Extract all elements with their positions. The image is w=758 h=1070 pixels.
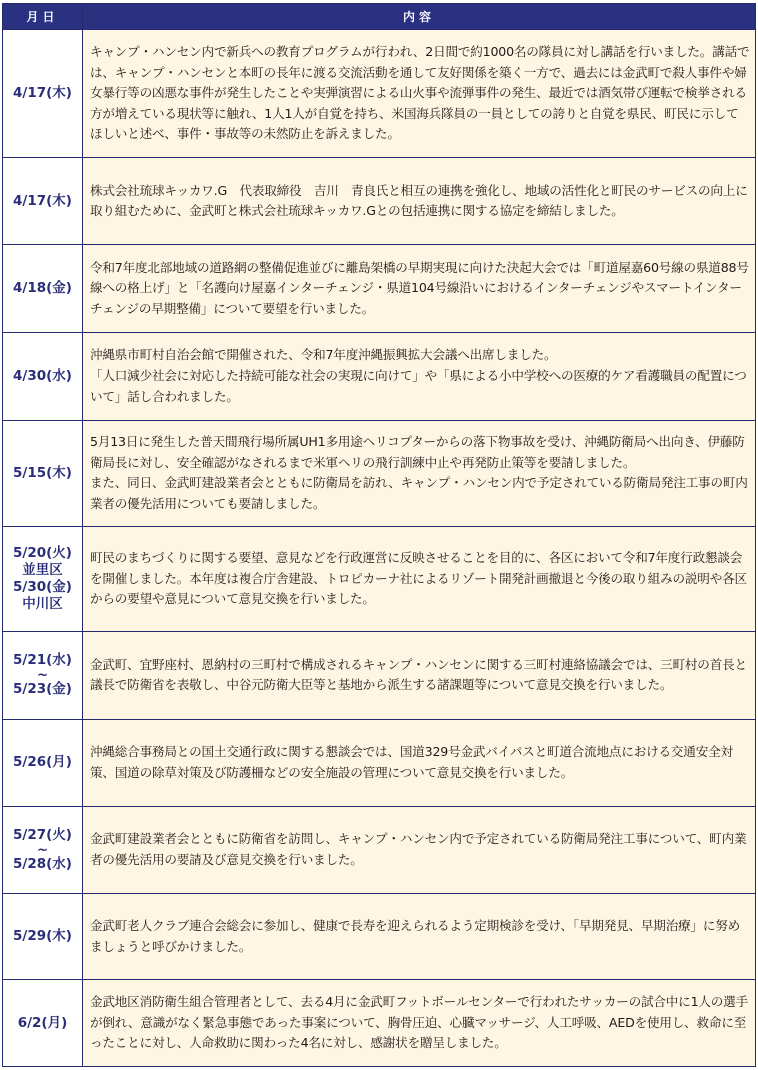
row-date: 5/26(月) — [3, 719, 83, 807]
row-paragraph: 金武町老人クラブ連合会総会に参加し、健康で長寿を迎えられるよう定期検診を受け、「早期発見、早期治療」に努めましょうと呼びかけました。 — [90, 917, 741, 954]
row-date — [3, 807, 83, 894]
row-date — [3, 527, 83, 632]
row-content — [83, 420, 756, 527]
row-date: 5/15(木) — [3, 420, 83, 527]
table-row — [3, 980, 756, 1067]
row-content — [83, 245, 756, 333]
row-paragraph: 金武地区消防衛生組合管理者として、去る4月に金武町フットボールセンターで行われたサッカーの試合中に1人の選手が倒れ、意識がなく緊急事態であった事案について、胸骨圧迫、心臓マッサージ、人工呼吸、AEDを使用し、救命に至ったことに対し、人命救助に関わった4名に対し、感謝状を贈呈しました。 — [90, 994, 748, 1051]
row-paragraph: 町民のまちづくりに関する要望、意見などを行政運営に反映させることを目的に、各区において令和7年度行政懇談会を開催しました。本年度は複合庁舎建設、トロピカーナ社によるリゾート開発計画撤退と今後の取り組みの説明や各区からの要望や意見について意見交換を行いました。 — [90, 550, 747, 607]
row-content — [83, 632, 756, 720]
row-paragraph: 沖縄総合事務局との国土交通行政に関する懇談会では、国道329号金武バイパスと町道合流地点における交通安全対策、国道の除草対策及び防護柵などの安全施設の管理について意見交換を行いました。 — [90, 744, 733, 780]
row-date-to: 5/28(水) — [13, 856, 72, 873]
row-date-to: 5/23(金) — [13, 681, 72, 698]
row-date-line: 並里区 — [22, 561, 63, 578]
row-paragraph: 金武町建設業者会とともに防衛省を訪問し、キャンプ・ハンセン内で予定されている防衛局発注工事について、町内業者の優先活用の要請及び意見交換を行いました。 — [90, 831, 747, 867]
table-row — [3, 807, 756, 894]
table-row — [3, 719, 756, 807]
date-column-header: 月日 — [3, 4, 83, 30]
table-row — [3, 245, 756, 333]
table-header-row — [3, 4, 756, 30]
table-row — [3, 30, 756, 158]
table-row — [3, 333, 756, 421]
row-date: 4/30(水) — [3, 333, 83, 421]
row-paragraph: 株式会社琉球キッカワ.G 代表取締役 吉川 青良氏と相互の連携を強化し、地域の活性化と町民のサービスの向上に取り組むために、金武町と株式会社琉球キッカワ.Gとの包括連携に関する協定を締結しました。 — [90, 182, 748, 219]
row-date: 4/17(木) — [3, 30, 83, 158]
content-column-header: 内容 — [83, 4, 756, 30]
row-date-separator: ~ — [36, 667, 49, 684]
row-content — [83, 980, 756, 1067]
row-paragraph: 金武町、宜野座村、恩納村の三町村で構成されるキャンプ・ハンセンに関する三町村連絡協議会では、三町村の首長と議長で防衛省を表敬し、中谷元防衛大臣等と基地から派生する諸課題等について意見交換を行いました。 — [90, 656, 747, 693]
row-date-line: 5/30(金) — [13, 579, 72, 596]
row-date: 5/29(木) — [3, 893, 83, 980]
row-date-from: 5/21(水) — [13, 651, 72, 668]
table-row — [3, 632, 756, 720]
row-date: 4/18(金) — [3, 245, 83, 333]
row-date-line: 中川区 — [22, 596, 63, 613]
row-content — [83, 807, 756, 894]
row-content — [83, 333, 756, 421]
table-row — [3, 420, 756, 527]
row-date-line: 5/20(火) — [13, 544, 72, 561]
row-paragraph: 令和7年度北部地域の道路網の整備促進並びに離島架橋の早期実現に向けた決起大会では「町道屋嘉60号線の県道88号線への格上げ」と「名護向け屋嘉インターチェンジ・県道104号線沿いにおけるインターチェンジやスマートインターチェンジの早期整備」について要望を行いました。 — [90, 259, 749, 317]
table-row — [3, 527, 756, 632]
row-paragraph: 「人口減少社会に対応した持続可能な社会の実現に向けて」や「県による小中学校への医療的ケア看護職員の配置について」話し合われました。 — [90, 368, 747, 404]
row-content — [83, 527, 756, 632]
row-paragraph: キャンプ・ハンセン内で新兵への教育プログラムが行われ、2日間で約1000名の隊員に対し講話を行いました。講話では、キャンプ・ハンセンと本町の長年に渡る交流活動を通して友好関係を築く一方で、過去には金武町で殺人事件や婦女暴行等の凶悪な事件が発生したことや実弾演習による山火事や流弾事件の発生、最近では酒気帯び運転で検挙される方が増えている現状等に触れ、1人1人が自覚を持ち、米国海兵隊員の一員としての誇りと自覚を県民、町民に示してほしいと述べ、事件・事故等の未然防止を訴えました。 — [90, 43, 750, 142]
table-row — [3, 893, 756, 980]
row-content — [83, 719, 756, 807]
row-content — [83, 30, 756, 158]
row-content — [83, 893, 756, 980]
row-content — [83, 157, 756, 245]
row-date — [3, 632, 83, 720]
activity-table — [2, 3, 756, 1067]
row-date: 6/2(月) — [3, 980, 83, 1067]
row-paragraph: 沖縄県市町村自治会館で開催された、令和7年度沖縄振興拡大会議へ出席しました。 — [90, 347, 557, 363]
row-date: 4/17(木) — [3, 157, 83, 245]
row-date-from: 5/27(火) — [13, 826, 72, 843]
row-paragraph: 5月13日に発生した普天間飛行場所属UH1多用途ヘリコプターからの落下物事故を受け、沖縄防衛局へ出向き、伊藤防衛局長に対し、安全確認がなされるまで米軍ヘリの飛行訓練中止や再発防止策等を要請しました。 — [90, 434, 745, 470]
row-paragraph: また、同日、金武町建設業者会とともに防衛局を訪れ、キャンプ・ハンセン内で予定されている防衛局発注工事の町内業者の優先活用についても要請しました。 — [90, 475, 748, 512]
table-row — [3, 157, 756, 245]
row-date-separator: ~ — [36, 841, 49, 858]
